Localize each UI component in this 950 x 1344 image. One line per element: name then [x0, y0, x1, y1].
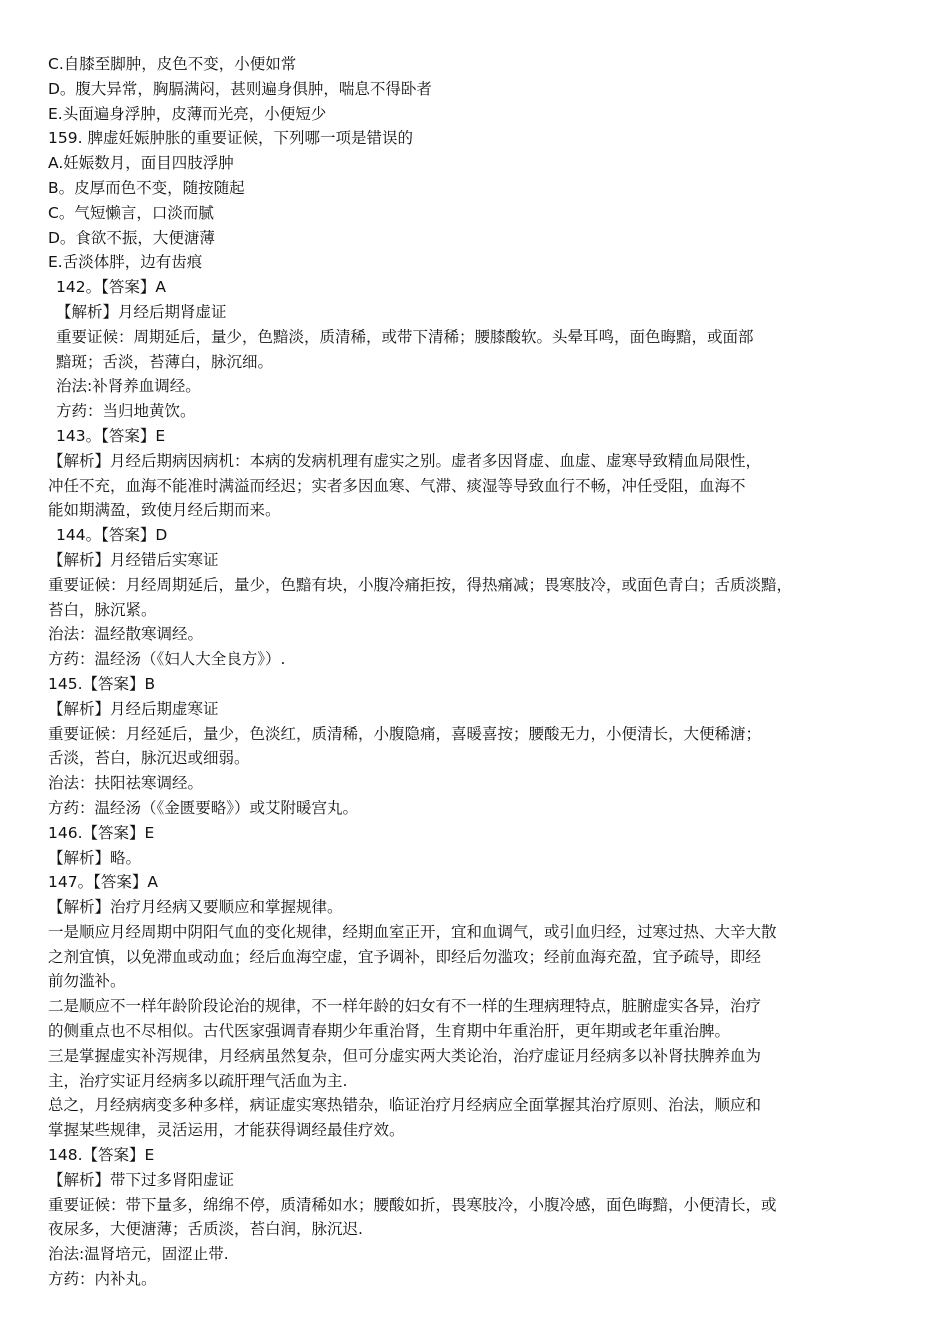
text-line: 的侧重点也不尽相似。古代医家强调青春期少年重治肾，生育期中年重治肝，更年期或老年重治脾。 [48, 1022, 731, 1041]
text-line: 144。【答案】D [56, 526, 168, 545]
text-line: 冲任不充，血海不能准时满溢而经迟；实者多因血寒、气滞、痰湿等导致血行不畅，冲任受阻，血海不 [48, 476, 746, 495]
text-line: 黯斑；舌淡，苔薄白，脉沉细。 [56, 352, 274, 371]
text-line: D。腹大异常，胸膈满闷，甚则遍身俱肿，喘息不得卧者 [48, 79, 432, 98]
text-line: 治法:补肾养血调经。 [56, 377, 201, 396]
text-line: 重要证候：带下量多，绵绵不停，质清稀如水；腰酸如折，畏寒肢冷，小腹冷感，面色晦黯，小便清长，或 [48, 1195, 777, 1214]
text-line: C。气短懒言，口淡而腻 [48, 203, 214, 222]
text-line: 夜尿多，大便溏薄；舌质淡，苔白润，脉沉迟. [48, 1220, 363, 1239]
text-line: 前勿滥补。 [48, 972, 126, 991]
text-line: 重要证候：月经延后，量少，色淡红，质清稀，小腹隐痛，喜暖喜按；腰酸无力，小便清长，大便稀溏； [48, 724, 762, 743]
text-line: 145.【答案】B [48, 674, 156, 693]
text-line: 方药：当归地黄饮。 [56, 402, 196, 421]
text-line: 148.【答案】E [48, 1146, 155, 1165]
text-line: 146.【答案】E [48, 823, 155, 842]
text-line: 143。【答案】E [56, 426, 166, 445]
text-line: 159. 脾虚妊娠肿胀的重要证候，下列哪一项是错误的 [48, 129, 413, 148]
text-line: 【解析】治疗月经病又要顺应和掌握规律。 [48, 898, 343, 917]
text-line: 苔白，脉沉紧。 [48, 600, 157, 619]
text-line: 三是掌握虚实补泻规律，月经病虽然复杂，但可分虚实两大类论治，治疗虚证月经病多以补肾扶脾养血为 [48, 1046, 762, 1065]
text-line: D。食欲不振，大便溏薄 [48, 228, 215, 247]
text-line: 147。【答案】A [48, 873, 158, 892]
text-line: 舌淡，苔白，脉沉迟或细弱。 [48, 749, 250, 768]
text-line: 【解析】月经错后实寒证 [48, 550, 219, 569]
text-line: E.头面遍身浮肿，皮薄而光亮，小便短少 [48, 104, 327, 123]
text-line: A.妊娠数月，面目四肢浮肿 [48, 154, 234, 173]
text-line: 【解析】月经后期虚寒证 [48, 699, 219, 718]
text-line: 重要证候：周期延后，量少，色黯淡，质清稀，或带下清稀；腰膝酸软。头晕耳鸣，面色晦黯，或面部 [56, 327, 754, 346]
text-line: 二是顺应不一样年龄阶段论治的规律，不一样年龄的妇女有不一样的生理病理特点，脏腑虚实各异，治疗 [48, 997, 762, 1016]
text-line: 治法:温肾培元，固涩止带. [48, 1245, 229, 1264]
text-line: 一是顺应月经周期中阴阳气血的变化规律，经期血室正开，宜和血调气，或引血归经，过寒过热、大辛大散 [48, 922, 777, 941]
text-line: 治法：扶阳祛寒调经。 [48, 774, 204, 793]
text-line: 重要证候：月经周期延后，量少，色黯有块，小腹冷痛拒按，得热痛减；畏寒肢冷，或面色青白；舌质淡黯， [48, 575, 793, 594]
text-line: 方药：温经汤（《金匮要略》）或艾附暖宫丸。 [48, 798, 359, 817]
text-line: 能如期满盈，致使月经后期而来。 [48, 501, 281, 520]
text-line: E.舌淡体胖，边有齿痕 [48, 253, 203, 272]
text-line: 治法：温经散寒调经。 [48, 625, 204, 644]
text-line: C.自膝至脚肿，皮色不变，小便如常 [48, 55, 297, 73]
text-line: 【解析】带下过多肾阳虚证 [48, 1170, 235, 1189]
text-line: B。皮厚而色不变，随按随起 [48, 178, 245, 197]
text-line: 主，治疗实证月经病多以疏肝理气活血为主. [48, 1071, 348, 1090]
text-line: 方药：温经汤（《妇人大全良方》）. [48, 650, 286, 669]
text-line: 之剂宜慎，以免滞血或动血；经后血海空虚，宜予调补，即经后勿滥攻；经前血海充盈，宜予疏导，即经 [48, 947, 762, 966]
text-line: 142。【答案】A [56, 278, 166, 297]
text-line: 【解析】月经后期病因病机：本病的发病机理有虚实之别。虚者多因肾虚、血虚、虚寒导致精血局限性， [48, 451, 762, 470]
text-line: 掌握某些规律，灵活运用，才能获得调经最佳疗效。 [48, 1121, 405, 1140]
text-line: 【解析】略。 [48, 848, 142, 867]
text-line: 【解析】月经后期肾虚证 [56, 302, 227, 321]
text-line: 总之，月经病病变多种多样，病证虚实寒热错杂，临证治疗月经病应全面掌握其治疗原则、治法，顺应和 [48, 1096, 762, 1115]
text-line: 方药：内补丸。 [48, 1270, 157, 1289]
